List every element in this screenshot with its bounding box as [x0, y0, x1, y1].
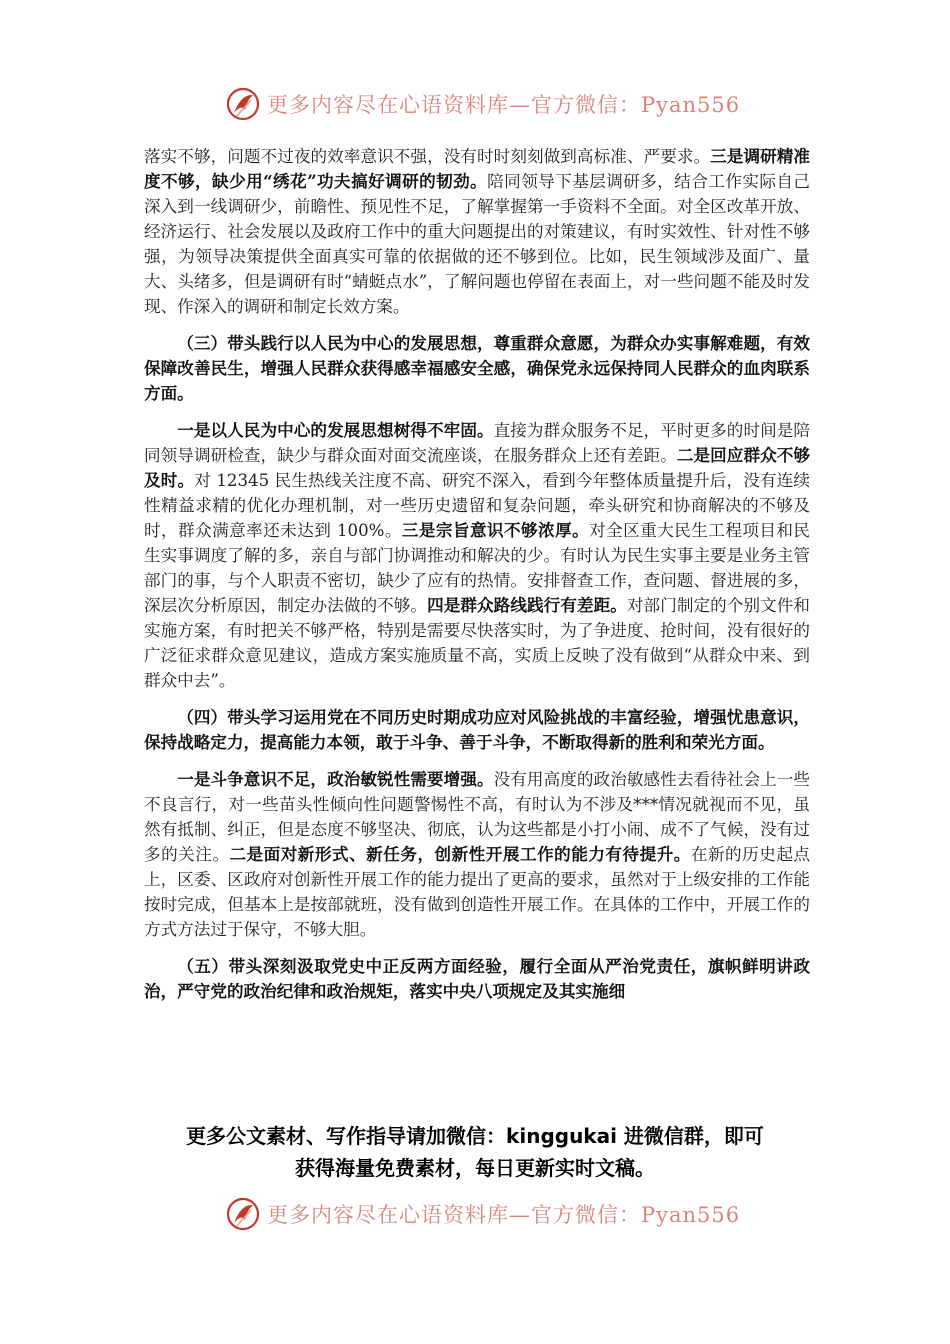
footer-notice-line1: 更多公文素材、写作指导请加微信：kinggukai 进微信群，即可 — [186, 1124, 764, 1148]
document-body — [144, 144, 810, 1016]
bold-point: 一是斗争意识不足，政治敏锐性需要增强。 — [177, 769, 494, 789]
footer-banner — [225, 1194, 740, 1234]
heading-text: （三）带头践行以人民为中心的发展思想，尊重群众意愿，为群众办实事解难题，有效保障改善民生，增强人民群众获得感幸福感安全感，确保党永远保持同人民群众的血肉联系方面。 — [144, 333, 810, 403]
text-segment: 对 12345 民生热线关注度不高、研究不深入，看到今年整体质量提升后，没有连续性精益求精的优化办理机制，对一些历史遗留和复杂问题，牵头研究和协商解决的不够及时，群众满意率还未达到 100%。 — [144, 471, 811, 540]
section-heading-5 — [144, 954, 810, 1004]
header-banner — [225, 84, 740, 124]
paragraph-5 — [144, 767, 810, 942]
brand-logo-icon — [225, 1196, 261, 1232]
text-segment: 对全区重大民生工程项目和民生实事调度了解的多，亲自与部门协调推动和解决的少。有时认为民生实事主要是业务主管部门的事，与个人职责不密切，缺少了应有的热情。安排督查工作，查问题、督进展的多，深层次分析原因，制定办法做的不够。 — [144, 521, 811, 615]
paragraph-1 — [144, 144, 810, 319]
text-segment: 没有用高度的政治敏感性去看待社会上一些不良言行，对一些苗头性倾向性问题警惕性不高，有时认为不涉及***情况就视而不见，虽然有抵制、纠正，但是态度不够坚决、彻底，认为这些都是小打小闹、成不了气候，没有过多的关注。 — [144, 770, 810, 864]
bold-point: 一是以人民为中心的发展思想树得不牢固。 — [177, 420, 494, 440]
paragraph-3 — [144, 418, 810, 693]
text-segment: 陪同领导下基层调研多，结合工作实际自己深入到一线调研少，前瞻性、预见性不足，了解掌握第一手资料不全面。对全区改革开放、经济运行、社会发展以及政府工作中的重大问题提出的对策建议，有时实效性、针对性不够强，为领导决策提供全面真实可靠的依据做的还不够到位。比如，民生领域涉及面广、量大、头绪多，但是调研有时“蜻蜓点水”，了解问题也停留在表面上，对一些问题不能及时发现、作深入的调研和制定长效方案。 — [144, 172, 810, 316]
text-segment: 落实不够，问题不过夜的效率意识不强，没有时时刻刻做到高标准、严要求。 — [144, 147, 711, 166]
bold-point: 二是回应群众不够及时。 — [144, 445, 810, 490]
text-segment: 对部门制定的个别文件和实施方案，有时把关不够严格，特别是需要尽快落实时，为了争进度、抢时间，没有很好的广泛征求群众意见建议，造成方案实施质量不高，实质上反映了没有做到“从群众中来、到群众中去”。 — [144, 596, 811, 690]
bold-point: 二是面对新形式、新任务，创新性开展工作的能力有待提升。 — [229, 844, 691, 864]
footer-notice — [130, 1120, 820, 1184]
footer-banner-text: 更多内容尽在心语资料库—官方微信：Pyan556 — [267, 1203, 741, 1227]
bold-point: 三是调研精准度不够，缺少用“绣花”功夫搞好调研的韧劲。 — [144, 146, 811, 191]
section-heading-4 — [144, 705, 810, 755]
brand-logo-icon — [225, 86, 261, 122]
bold-point: 三是宗旨意识不够浓厚。 — [401, 520, 590, 540]
text-segment: 在新的历史起点上，区委、区政府对创新性开展工作的能力提出了更高的要求，虽然对于上级安排的工作能按时完成，但基本上是按部就班，没有做到创造性开展工作。在具体的工作中，开展工作的方式方法过于保守，不够大胆。 — [144, 845, 811, 939]
text-segment: 直接为群众服务不足，平时更多的时间是陪同领导调研检查，缺少与群众面对面交流座谈，在服务群众上还有差距。 — [144, 421, 810, 465]
heading-text: （四）带头学习运用党在不同历史时期成功应对风险挑战的丰富经验，增强忧患意识，保持战略定力，提高能力本领，敢于斗争、善于斗争，不断取得新的胜利和荣光方面。 — [144, 707, 810, 752]
header-banner-text: 更多内容尽在心语资料库—官方微信：Pyan556 — [267, 93, 741, 117]
heading-text: （五）带头深刻汲取党史中正反两方面经验，履行全面从严治党责任，旗帜鲜明讲政治，严守党的政治纪律和政治规矩，落实中央八项规定及其实施细 — [144, 956, 810, 1001]
section-heading-3 — [144, 331, 810, 406]
footer-notice-line2: 获得海量免费素材，每日更新实时文稿。 — [295, 1156, 655, 1180]
bold-point: 四是群众路线践行有差距。 — [427, 595, 627, 615]
